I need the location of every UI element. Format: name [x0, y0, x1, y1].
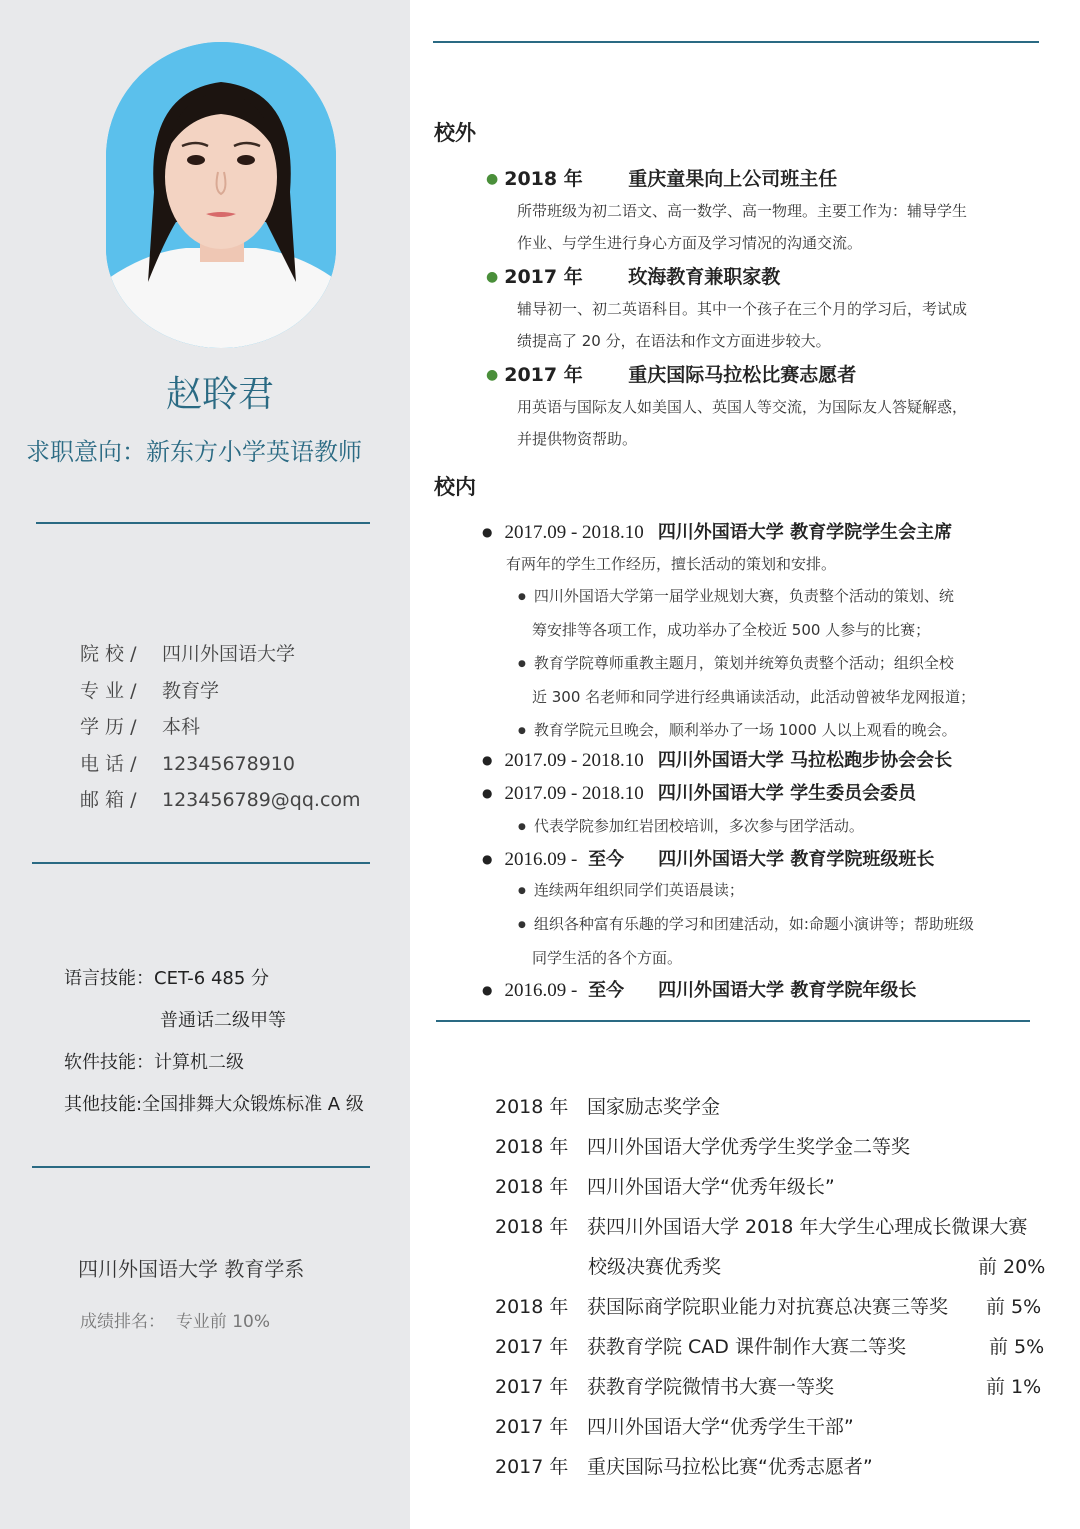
job-year: 2017 年 [504, 266, 583, 288]
award-rank: 前 5% [989, 1336, 1045, 1358]
bullet-icon: ● [482, 983, 493, 997]
list-item [518, 580, 1018, 614]
campus-date-end: 至今 [588, 849, 625, 870]
info-label: 学 历 / [80, 716, 137, 738]
award-year: 2018 年 [495, 1216, 569, 1238]
skill-language [64, 958, 364, 1000]
award-name: 获四川外国语大学 2018 年大学生心理成长微课大赛 [587, 1216, 1028, 1238]
campus-org: 四川外国语大学 教育学院学生会主席 [657, 522, 953, 543]
campus-date: 2017.09 - 2018.10 [504, 783, 644, 804]
list-item [518, 810, 1018, 844]
info-row-major [80, 673, 361, 710]
list-item-text: 教育学院尊师重教主题月，策划并统筹负责整个活动；组织全校 [533, 654, 954, 672]
info-row-school [80, 636, 361, 673]
campus-role [482, 976, 916, 1002]
list-item [518, 647, 1018, 681]
award-name: 重庆国际马拉松比赛“优秀志愿者” [587, 1456, 873, 1478]
campus-org: 四川外国语大学 学生委员会委员 [657, 783, 917, 804]
bullet-icon: ● [518, 659, 526, 669]
award-row [495, 1092, 720, 1119]
info-label: 邮 箱 / [80, 789, 137, 811]
skill-software [64, 1042, 364, 1084]
job-heading [486, 164, 837, 191]
campus-date: 2017.09 - 2018.10 [504, 750, 644, 771]
bullet-icon: ● [518, 822, 526, 832]
campus-bullets [518, 874, 1018, 975]
skill-value: :全国排舞大众锻炼标准 A 级 [136, 1094, 364, 1115]
award-name: 国家励志奖学金 [587, 1096, 721, 1118]
bullet-icon: ● [482, 786, 493, 800]
campus-role [482, 746, 952, 772]
award-year: 2017 年 [495, 1376, 569, 1398]
campus-date: 2016.09 - [504, 980, 583, 1001]
campus-date-end: 至今 [588, 980, 625, 1001]
award-year: 2018 年 [495, 1096, 569, 1118]
skill-value: 计算机二级 [154, 1052, 244, 1073]
job-desc-line: 作业、与学生进行身心方面及学习情况的沟通交流。 [517, 234, 863, 252]
job-desc [517, 195, 1017, 259]
job-intent-label: 求职意向： [26, 438, 146, 466]
job-desc-line: 所带班级为初二语文、高一数学、高一物理。主要工作为：辅导学生 [517, 202, 968, 220]
info-value: 本科 [162, 716, 201, 738]
bullet-icon: ● [518, 726, 526, 736]
bullet-icon: ● [518, 592, 526, 602]
list-item [518, 908, 1018, 942]
campus-role [482, 779, 916, 805]
job-desc [517, 293, 1017, 357]
job-desc [517, 391, 1017, 455]
campus-bullets [518, 810, 1018, 844]
bullet-icon: ● [518, 886, 526, 896]
award-row [495, 1132, 910, 1159]
bullet-icon: ● [486, 367, 499, 383]
basic-info [80, 636, 361, 819]
award-year: 2017 年 [495, 1456, 569, 1478]
award-row [495, 1372, 834, 1399]
campus-role [482, 845, 934, 871]
award-year: 2017 年 [495, 1416, 569, 1438]
education-rank [80, 1307, 270, 1332]
list-item [518, 874, 1018, 908]
award-year: 2017 年 [495, 1336, 569, 1358]
bullet-icon: ● [482, 525, 493, 539]
divider [433, 41, 1039, 43]
list-item-text: 近 300 名老师和同学进行经典诵读活动，此活动曾被华龙网报道； [532, 688, 976, 706]
award-name-cont: 校级决赛优秀奖 [588, 1256, 722, 1278]
job-heading [486, 262, 780, 289]
bullet-icon: ● [518, 920, 526, 930]
skill-label: 软件技能： [64, 1052, 154, 1073]
job-desc-line: 并提供物资帮助。 [517, 430, 638, 448]
info-value: 123456789@qq.com [162, 789, 361, 811]
skill-value: CET-6 485 分 [154, 968, 270, 989]
award-name: 获国际商学院职业能力对抗赛总决赛三等奖 [587, 1296, 949, 1318]
skills [64, 958, 364, 1126]
list-item-text: 筹安排等各项工作，成功举办了全校近 500 人参与的比赛； [532, 621, 931, 639]
award-name: 四川外国语大学“优秀学生干部” [587, 1416, 854, 1438]
job-intent-value: 新东方小学英语教师 [146, 438, 362, 466]
info-value: 教育学 [162, 679, 220, 702]
divider [436, 1020, 1030, 1022]
award-rank: 前 1% [986, 1376, 1042, 1398]
divider [32, 862, 370, 864]
info-label: 电 话 / [80, 752, 137, 775]
campus-role [482, 518, 952, 544]
job-heading [486, 360, 856, 387]
rank-value: 专业前 10% [175, 1312, 271, 1332]
award-row [495, 1412, 854, 1439]
award-row [495, 1212, 1027, 1239]
divider [36, 522, 370, 524]
award-name: 获教育学院微情书大赛一等奖 [587, 1376, 835, 1398]
skill-other [64, 1084, 364, 1126]
campus-bullets [518, 580, 1018, 748]
divider [32, 1166, 370, 1168]
info-value: 四川外国语大学 [162, 643, 296, 665]
info-row-degree [80, 709, 361, 746]
campus-org: 四川外国语大学 教育学院班级班长 [658, 849, 935, 870]
job-role: 重庆国际马拉松比赛志愿者 [628, 364, 857, 386]
bullet-icon: ● [482, 753, 493, 767]
award-year: 2018 年 [495, 1136, 569, 1158]
award-name: 四川外国语大学优秀学生奖学金二等奖 [587, 1136, 911, 1158]
section-on-campus: 校内 [434, 475, 476, 499]
campus-org: 四川外国语大学 马拉松跑步协会会长 [657, 750, 953, 771]
bullet-icon: ● [486, 269, 499, 285]
award-row [495, 1172, 835, 1199]
job-year: 2018 年 [504, 168, 583, 190]
job-role: 玫海教育兼职家教 [628, 266, 781, 288]
job-role: 重庆童果向上公司班主任 [628, 168, 838, 190]
list-item-text: 连续两年组织同学们英语晨读； [533, 881, 744, 899]
skill-language-2: 普通话二级甲等 [160, 1010, 286, 1031]
award-name: 获教育学院 CAD 课件制作大赛二等奖 [587, 1336, 906, 1358]
section-off-campus: 校外 [434, 121, 476, 145]
job-desc-line: 用英语与国际友人如美国人、英国人等交流，为国际友人答疑解惑， [517, 398, 968, 416]
list-item-text: 四川外国语大学第一届学业规划大赛，负责整个活动的策划、统 [533, 587, 954, 605]
list-item-text: 教育学院元旦晚会，顺利举办了一场 1000 人以上观看的晚会。 [533, 721, 957, 739]
skill-label: 语言技能： [64, 968, 154, 989]
list-item-text: 同学生活的各个方面。 [532, 949, 683, 967]
award-row [495, 1332, 906, 1359]
education-school: 四川外国语大学 教育学系 [78, 1257, 305, 1281]
award-year: 2018 年 [495, 1296, 569, 1318]
campus-date: 2016.09 - [504, 849, 583, 870]
list-item-text: 代表学院参加红岩团校培训，多次参与团学活动。 [533, 817, 864, 835]
bullet-icon: ● [482, 852, 493, 866]
award-year: 2018 年 [495, 1176, 569, 1198]
job-desc-line: 绩提高了 20 分，在语法和作文方面进步较大。 [517, 332, 831, 350]
award-row [495, 1292, 948, 1319]
job-intent [26, 432, 362, 467]
rank-label: 成绩排名： [80, 1312, 165, 1332]
campus-date: 2017.09 - 2018.10 [504, 522, 644, 543]
list-item-text: 组织各种富有乐趣的学习和团建活动，如:命题小演讲等；帮助班级 [533, 915, 974, 933]
bullet-icon: ● [486, 171, 499, 187]
info-value: 12345678910 [162, 752, 295, 775]
job-desc-line: 辅导初一、初二英语科目。其中一个孩子在三个月的学习后，考试成 [517, 300, 968, 318]
profile-photo [106, 42, 336, 348]
job-year: 2017 年 [504, 364, 583, 386]
campus-text: 有两年的学生工作经历，擅长活动的策划和安排。 [506, 555, 837, 573]
list-item [518, 714, 1018, 748]
info-label: 院 校 / [80, 643, 137, 665]
award-rank: 前 20% [978, 1256, 1046, 1278]
candidate-name: 赵聆君 [165, 374, 274, 415]
award-row [495, 1452, 873, 1479]
award-rank: 前 5% [986, 1296, 1042, 1318]
info-label: 专 业 / [80, 679, 137, 702]
info-row-phone [80, 746, 361, 783]
info-row-email [80, 782, 361, 819]
campus-org: 四川外国语大学 教育学院年级长 [658, 980, 917, 1001]
skill-label: 其他技能 [64, 1094, 136, 1115]
award-name: 四川外国语大学“优秀年级长” [587, 1176, 835, 1198]
